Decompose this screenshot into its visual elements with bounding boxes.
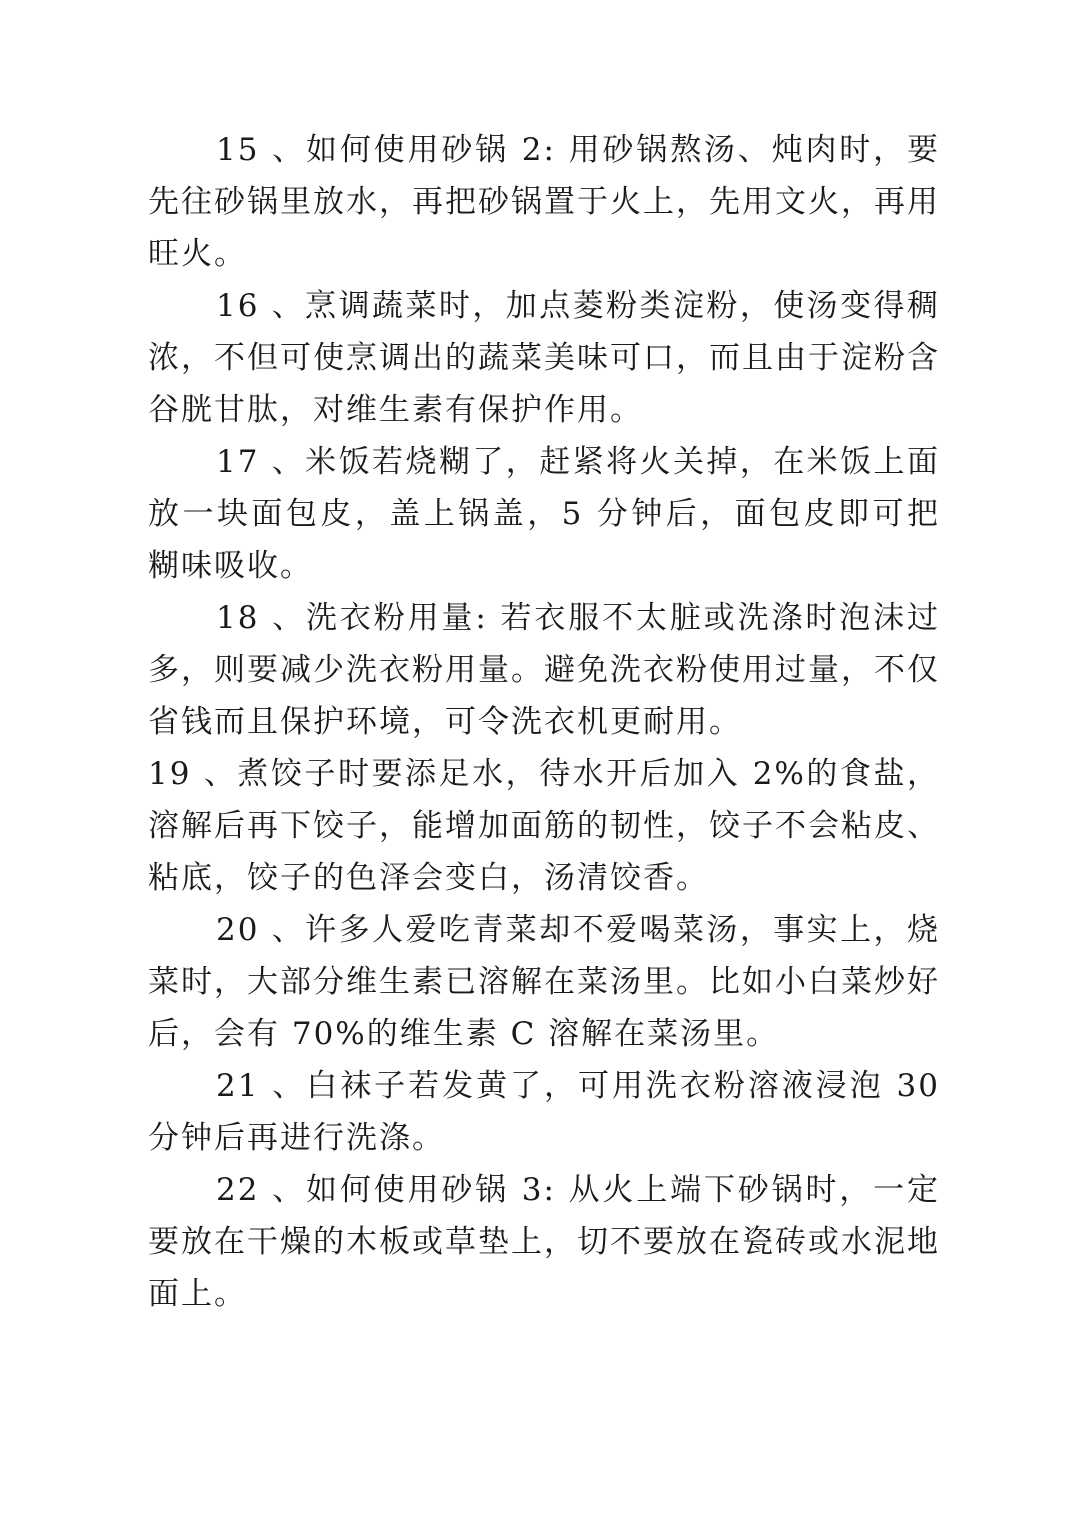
paragraph-17: 17 、米饭若烧糊了，赶紧将火关掉，在米饭上面放一块面包皮，盖上锅盖，5 分钟后，面包皮即可把糊味吸收。 xyxy=(148,444,940,584)
paragraph-20: 20 、许多人爱吃青菜却不爱喝菜汤，事实上，烧菜时，大部分维生素已溶解在菜汤里。比如小白菜炒好后，会有 70%的维生素 C 溶解在菜汤里。 xyxy=(148,912,940,1052)
paragraph-15: 15 、如何使用砂锅 2: 用砂锅熬汤、炖肉时，要先往砂锅里放水，再把砂锅置于火上，先用文火，再用旺火。 xyxy=(148,132,940,272)
paragraph-16: 16 、烹调蔬菜时，加点菱粉类淀粉，使汤变得稠浓，不但可使烹调出的蔬菜美味可口，而且由于淀粉含谷胱甘肽，对维生素有保护作用。 xyxy=(148,288,940,428)
paragraph-21: 21 、白袜子若发黄了，可用洗衣粉溶液浸泡 30 分钟后再进行洗涤。 xyxy=(148,1068,940,1156)
paragraph-22: 22 、如何使用砂锅 3: 从火上端下砂锅时，一定要放在干燥的木板或草垫上，切不要放在瓷砖或水泥地面上。 xyxy=(148,1172,940,1312)
paragraph-19: 19 、煮饺子时要添足水，待水开后加入 2%的食盐，溶解后再下饺子，能增加面筋的韧性，饺子不会粘皮、粘底，饺子的色泽会变白，汤清饺香。 xyxy=(148,756,940,896)
paragraph-18: 18 、洗衣粉用量: 若衣服不太脏或洗涤时泡沫过多，则要减少洗衣粉用量。避免洗衣粉使用过量，不仅省钱而且保护环境，可令洗衣机更耐用。 xyxy=(148,600,940,740)
document-body xyxy=(148,124,940,1320)
